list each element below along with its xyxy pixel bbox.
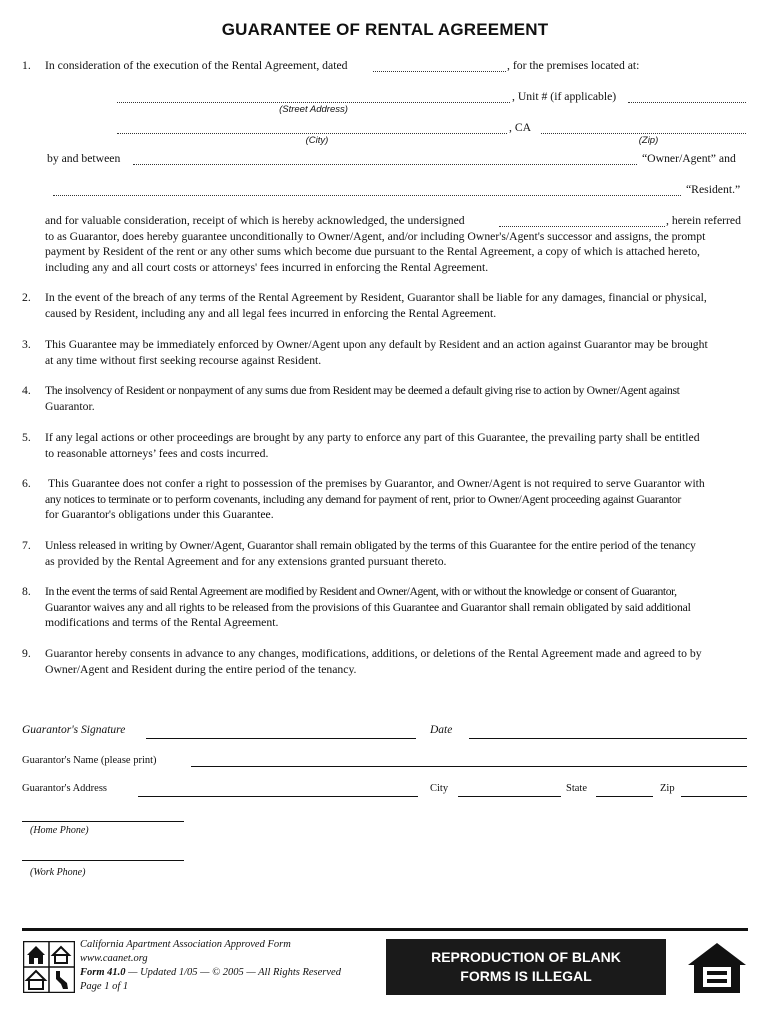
by-between-label: by and between <box>47 152 121 165</box>
city-field[interactable] <box>117 133 507 134</box>
item-line: as provided by the Rental Agreement and for any extensions granted pursuant thereto. <box>45 554 447 568</box>
city-caption: (City) <box>305 135 329 146</box>
street-caption: (Street Address) <box>279 104 348 115</box>
footer-form-info <box>80 966 341 980</box>
owner-agent-field[interactable] <box>133 164 637 165</box>
consideration-line: to as Guarantor, does hereby guarantee unconditionally to Owner/Agent, and/or including Owner's/Agent's successor and assigns, the prompt <box>45 229 706 243</box>
item-number-1: 1. <box>22 59 31 72</box>
item-line: Owner/Agent and Resident during the entire period of the tenancy. <box>45 662 357 676</box>
item-line: Guarantor hereby consents in advance to any changes, modifications, additions, or deletions of the Rental Agreement made and agreed to by <box>45 647 702 660</box>
guarantor-address-label: Guarantor's Address <box>22 783 107 794</box>
guarantor-state-field[interactable] <box>596 796 653 797</box>
form-number: Form 41.0 <box>80 967 126 978</box>
form-updated: — Updated 1/05 — © 2005 — All Rights Reserved <box>125 967 341 978</box>
item-line: for Guarantor's obligations under this Guarantee. <box>45 508 274 521</box>
item-line: In the event of the breach of any terms of the Rental Agreement by Resident, Guarantor shall be liable for any damages, financial or physical, <box>45 291 707 304</box>
resident-field[interactable] <box>53 195 681 196</box>
home-phone-label: (Home Phone) <box>30 825 89 836</box>
item-line: The insolvency of Resident or nonpayment of any sums due from Resident may be deemed a default giving rise to action by Owner/Agent against <box>45 384 680 397</box>
work-phone-label: (Work Phone) <box>30 867 86 878</box>
item-line: to reasonable attorneys’ fees and costs incurred. <box>45 446 269 460</box>
item-line: at any time without first seeking recourse against Resident. <box>45 353 322 367</box>
premises-label: , for the premises located at: <box>507 59 640 72</box>
item-line: modifications and terms of the Rental Agreement. <box>45 616 279 629</box>
reproduction-warning <box>386 939 666 995</box>
guarantor-name-print-field[interactable] <box>191 766 747 767</box>
item-line: In the event the terms of said Rental Agreement are modified by Resident and Owner/Agent, with or without the knowledge or consent of Guarantor, <box>45 585 677 598</box>
date-field[interactable] <box>469 738 747 739</box>
item-line: caused by Resident, including any and all legal fees incurred in enforcing the Rental Agreement. <box>45 306 497 320</box>
item-number-5: 5. <box>22 431 31 444</box>
warning-line: REPRODUCTION OF BLANK <box>431 949 621 965</box>
street-address-field[interactable] <box>117 102 510 103</box>
item-number-3: 3. <box>22 338 31 351</box>
item-line: If any legal actions or other proceedings are brought by any party to enforce any part of this Guarantee, the prevailing party shall be entitled <box>45 431 700 444</box>
state-label: State <box>566 783 587 794</box>
guarantor-signature-label: Guarantor's Signature <box>22 724 126 736</box>
consideration-text: and for valuable consideration, receipt of which is hereby acknowledged, the undersigned <box>45 214 465 227</box>
resident-label: “Resident.” <box>686 183 741 196</box>
item-number-2: 2. <box>22 291 31 304</box>
footer-rule <box>22 928 748 931</box>
guarantor-signature-field[interactable] <box>146 738 416 739</box>
owner-agent-label: “Owner/Agent” and <box>642 152 736 165</box>
footer-website[interactable]: www.caanet.org <box>80 953 148 964</box>
item-line: This Guarantee does not confer a right to possession of the premises by Guarantor, and Owner/Agent is not required to serve Guarantor with <box>48 477 705 490</box>
unit-label: , Unit # (if applicable) <box>512 90 617 103</box>
guarantor-name-field[interactable] <box>499 226 665 227</box>
item-line: This Guarantee may be immediately enforced by Owner/Agent upon any default by Resident and an action against Guarantor may be brought <box>45 338 708 351</box>
page-title: GUARANTEE OF RENTAL AGREEMENT <box>221 20 549 39</box>
date-label: Date <box>430 724 453 736</box>
work-phone-field[interactable] <box>22 860 184 861</box>
unit-field[interactable] <box>628 102 746 103</box>
herein-referred: , herein referred <box>666 214 741 227</box>
guarantor-name-label: Guarantor's Name (please print) <box>22 755 157 766</box>
zip-field[interactable] <box>541 133 746 134</box>
item-number-7: 7. <box>22 539 31 552</box>
caa-logo-icon <box>23 941 75 993</box>
item-number-8: 8. <box>22 585 31 598</box>
item-line: Guarantor waives any and all rights to be released from the provisions of this Guarantee and Guarantor shall remain obligated by said additional <box>45 600 691 614</box>
footer-approved: California Apartment Association Approved Form <box>80 939 291 950</box>
city-label: City <box>430 783 449 794</box>
consideration-line: including any and all court costs or attorneys' fees incurred in enforcing the Rental Agreement. <box>45 260 489 274</box>
equal-housing-icon <box>686 941 748 995</box>
footer-page: Page 1 of 1 <box>80 981 129 992</box>
guarantor-city-field[interactable] <box>458 796 561 797</box>
warning-line: FORMS IS ILLEGAL <box>460 968 592 984</box>
item-line: Unless released in writing by Owner/Agent, Guarantor shall remain obligated by the terms of this Guarantee for the entire period of the tenancy <box>45 539 696 552</box>
zip-caption: (Zip) <box>638 135 659 146</box>
home-phone-field[interactable] <box>22 821 184 822</box>
item-number-9: 9. <box>22 647 31 660</box>
consideration-line: payment by Resident of the rent or any other sums which become due pursuant to the Rental Agreement, a copy of which is attached hereto, <box>45 245 700 258</box>
guarantor-zip-field[interactable] <box>681 796 747 797</box>
zip-label: Zip <box>660 783 675 794</box>
item1-intro: In consideration of the execution of the Rental Agreement, dated <box>45 59 348 72</box>
guarantor-address-field[interactable] <box>138 796 418 797</box>
item-number-6: 6. <box>22 477 31 490</box>
ca-label: , CA <box>509 121 532 134</box>
dated-field[interactable] <box>373 71 506 72</box>
item-line: any notices to terminate or to perform covenants, including any demand for payment of rent, prior to Owner/Agent proceeding against Guarantor <box>45 492 682 506</box>
item-line: Guarantor. <box>45 399 95 413</box>
item-number-4: 4. <box>22 384 31 397</box>
